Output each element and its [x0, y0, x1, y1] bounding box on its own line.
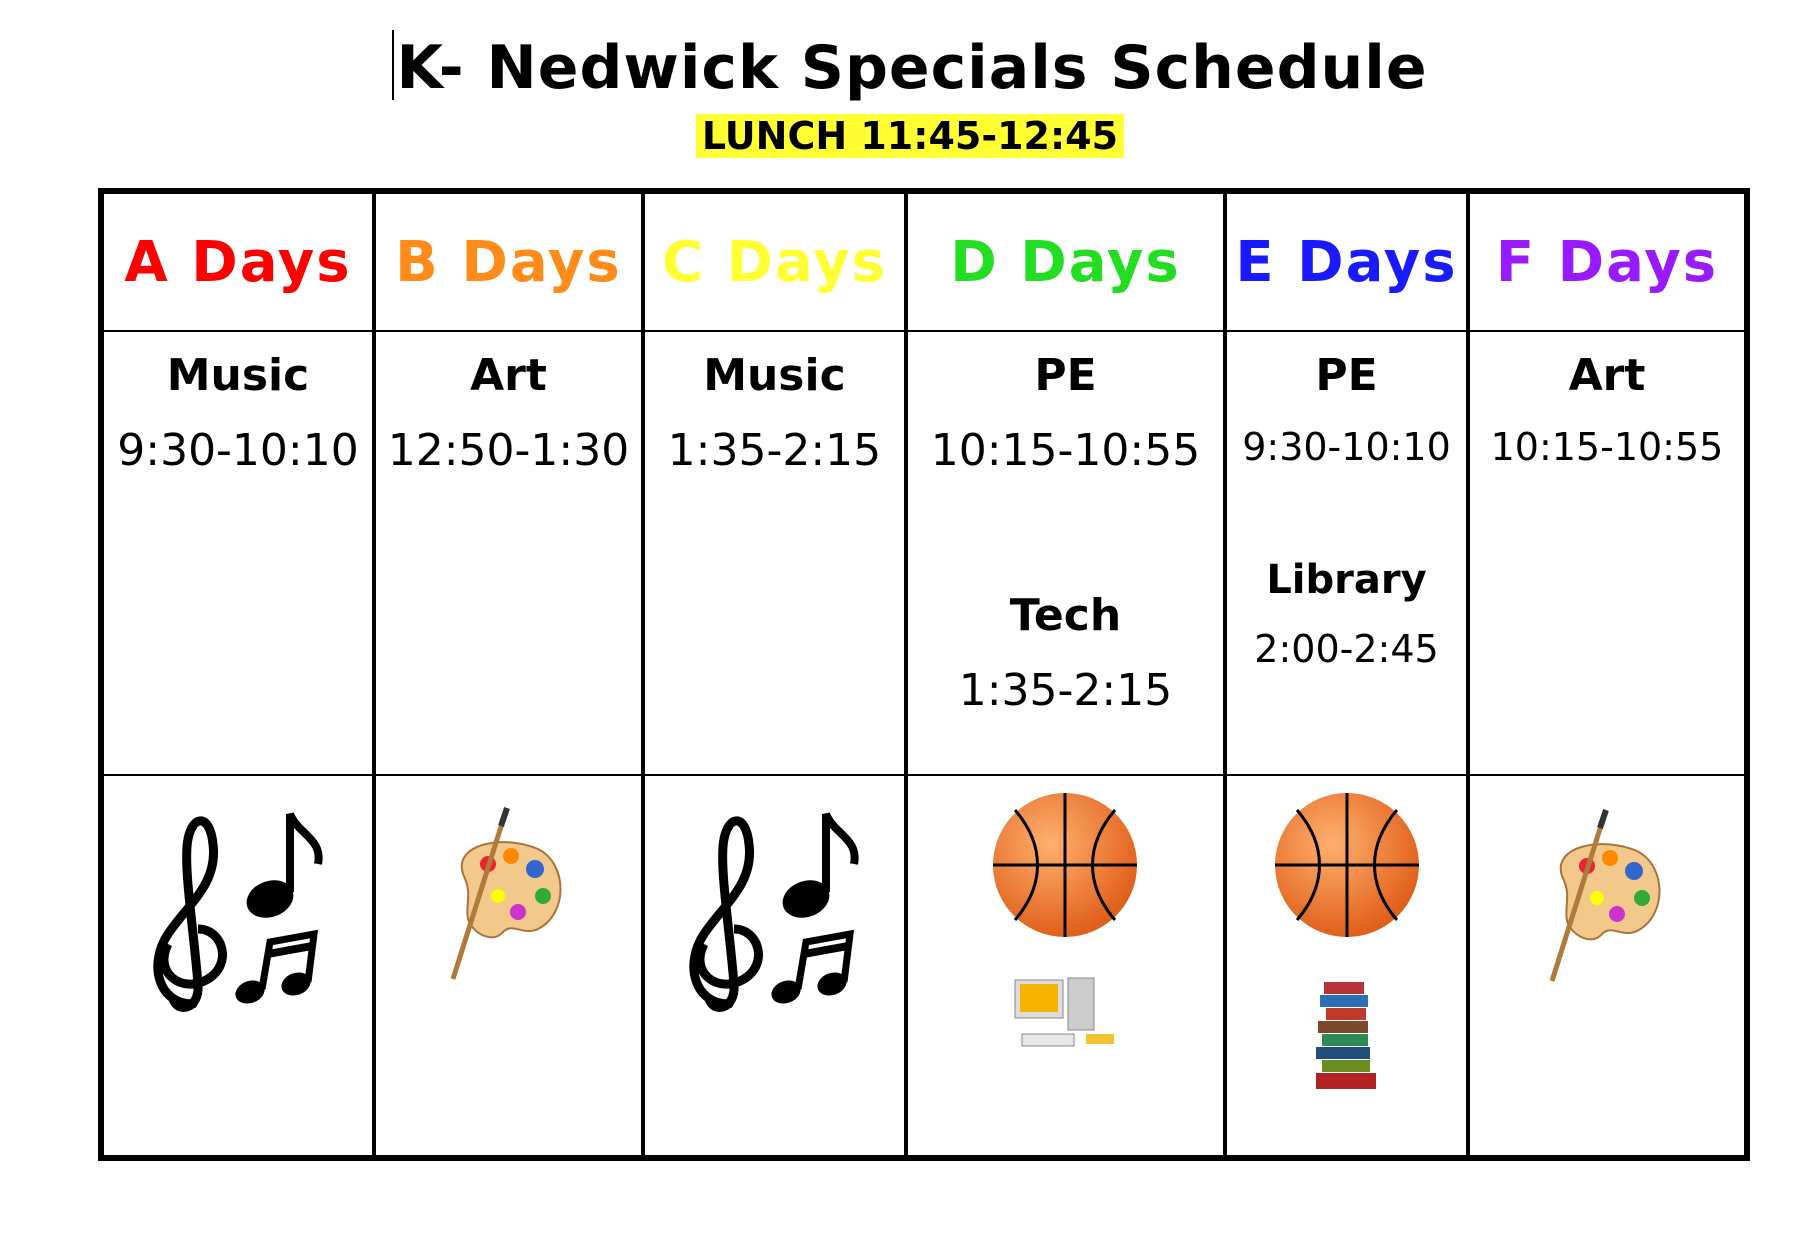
day-label: D Days	[950, 229, 1181, 295]
page-title	[0, 30, 1820, 103]
books-icon	[1312, 980, 1382, 1095]
computer-icon	[1010, 976, 1120, 1056]
cell-f-days	[1468, 331, 1747, 775]
time-label: 10:15-10:55	[930, 425, 1201, 476]
icons-f-days	[1468, 775, 1747, 1158]
subject-label: PE	[1315, 350, 1378, 401]
schedule-row	[101, 331, 1747, 775]
subject-label-2: Tech	[1009, 590, 1122, 641]
time-label: 1:35-2:15	[667, 425, 882, 476]
basketball-icon	[1272, 790, 1422, 940]
subject-label: Art	[470, 350, 547, 401]
specials-schedule-table	[98, 188, 1750, 1161]
cell-e-days	[1225, 331, 1468, 775]
cell-b-days	[374, 331, 643, 775]
subject-label: Art	[1568, 350, 1646, 401]
time-label: 12:50-1:30	[387, 425, 630, 476]
basketball-icon	[990, 790, 1140, 940]
art-palette-icon	[443, 804, 573, 984]
header-d-days	[906, 191, 1225, 331]
cell-d-days	[906, 331, 1225, 775]
header-f-days	[1468, 191, 1747, 331]
time-label-2: 1:35-2:15	[958, 665, 1173, 716]
lunch-time: LUNCH 11:45-12:45	[696, 114, 1124, 158]
day-label: F Days	[1495, 229, 1719, 295]
icons-b-days	[374, 775, 643, 1158]
icons-d-days	[906, 775, 1225, 1158]
music-notes-icon	[138, 804, 338, 1024]
day-header-row	[101, 191, 1747, 331]
title-text: K- Nedwick Specials Schedule	[396, 33, 1428, 103]
time-label: 10:15-10:55	[1490, 425, 1724, 469]
header-c-days	[643, 191, 906, 331]
icons-e-days	[1225, 775, 1468, 1158]
icons-c-days	[643, 775, 906, 1158]
lunch-banner	[0, 114, 1820, 158]
header-b-days	[374, 191, 643, 331]
day-label: E Days	[1235, 229, 1458, 295]
time-label: 9:30-10:10	[1242, 425, 1451, 469]
subject-label-2: Library	[1266, 557, 1427, 603]
text-cursor	[392, 30, 394, 100]
art-palette-icon	[1542, 806, 1672, 986]
icons-a-days	[101, 775, 374, 1158]
icon-row	[101, 775, 1747, 1158]
cell-c-days	[643, 331, 906, 775]
time-label-2: 2:00-2:45	[1254, 627, 1439, 671]
subject-label: Music	[703, 350, 846, 401]
day-label: A Days	[124, 229, 352, 295]
cell-a-days	[101, 331, 374, 775]
header-a-days	[101, 191, 374, 331]
time-label: 9:30-10:10	[117, 425, 359, 476]
day-label: C Days	[661, 229, 887, 295]
subject-label: Music	[166, 350, 310, 401]
header-e-days	[1225, 191, 1468, 331]
music-notes-icon	[674, 804, 874, 1024]
day-label: B Days	[395, 229, 622, 295]
subject-label: PE	[1034, 350, 1097, 401]
